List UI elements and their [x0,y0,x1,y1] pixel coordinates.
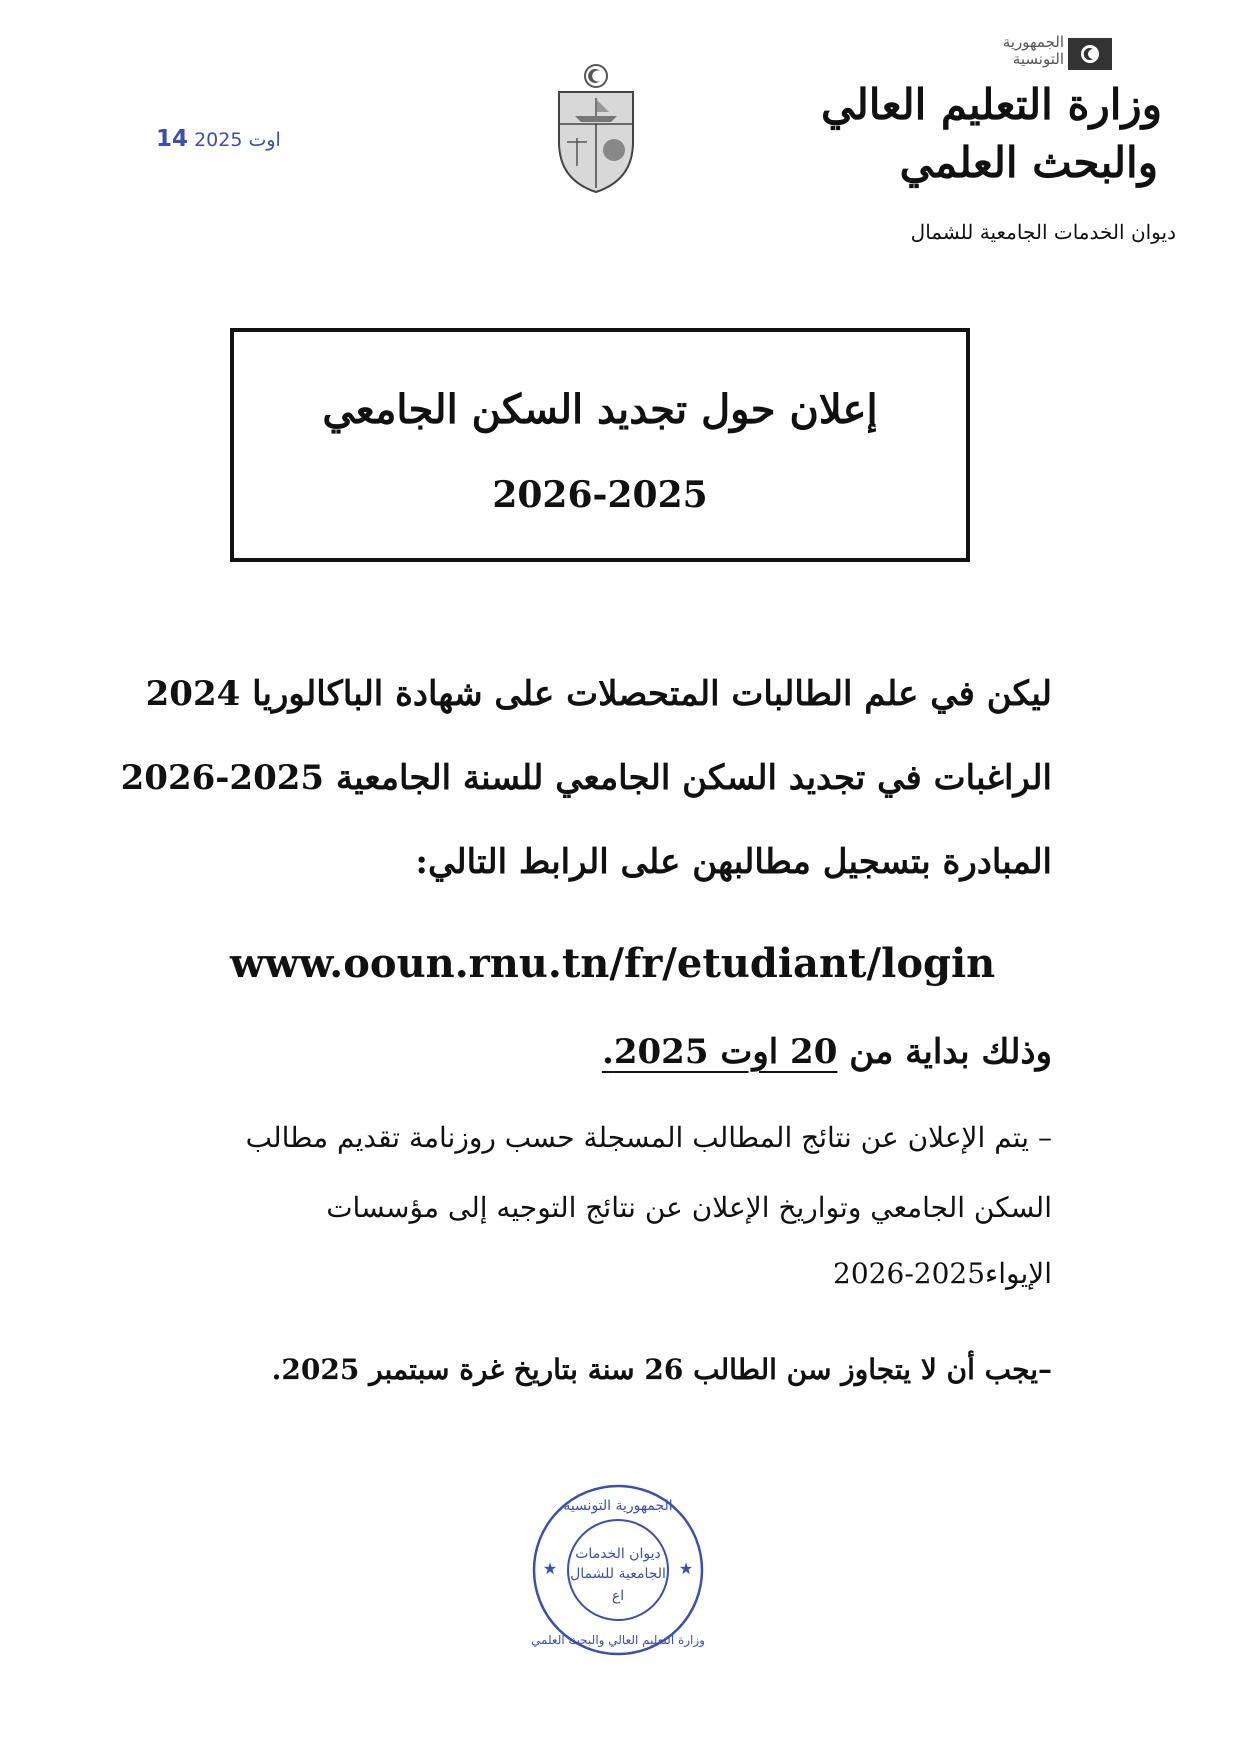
office-name: ديوان الخدمات الجامعية للشمال [910,220,1176,244]
note-2: –يجب أن لا يتجاوز سن الطالب 26 سنة بتاريخ غرة سبتمبر 2025. [271,1353,1052,1386]
republic-label-line2: التونسية [1012,50,1064,68]
start-date: 20 اوت 2025. [602,1032,838,1072]
svg-text:الجمهورية التونسية: الجمهورية التونسية [563,1498,673,1514]
republic-label [960,34,1064,68]
start-prefix: وذلك بداية من [849,1032,1052,1072]
registration-link[interactable]: www.ooun.rnu.tn/fr/etudiant/login [230,940,996,987]
body-line-1: ليكن في علم الطالبات المتحصلات على شهادة الباكالوريا 2024 [145,674,1052,714]
svg-text:★: ★ [542,1559,558,1578]
date-day: 14 [156,126,189,152]
svg-text:وزارة التعليم العالي والبحث ال: وزارة التعليم العالي والبحث العلمي [531,1633,705,1647]
body-line-2: الراغبات في تجديد السكن الجامعي للسنة الجامعية 2025-2026 [120,758,1052,798]
note-1-line-2: السكن الجامعي وتواريخ الإعلان عن نتائج التوجيه إلى مؤسسات [326,1191,1052,1224]
date-month-year: اوت 2025 [194,129,281,151]
note-1-line-3: الإيواء2025-2026 [833,1257,1052,1290]
announcement-title-box [230,328,970,562]
tunisia-flag-icon [1068,38,1112,70]
date-stamp [150,126,281,152]
official-seal [528,1480,708,1660]
body-line-3: المبادرة بتسجيل مطالبهن على الرابط التالي: [415,842,1052,882]
start-date-line [560,1032,1052,1072]
announcement-title: إعلان حول تجديد السكن الجامعي [322,386,878,433]
svg-text:★: ★ [678,1559,694,1578]
republic-label-line1: الجمهورية [1002,33,1064,51]
note-1-line-1: – يتم الإعلان عن نتائج المطالب المسجلة حسب روزنامة تقديم مطالب [245,1121,1052,1154]
ministry-name-line1: وزارة التعليم العالي [820,80,1162,129]
svg-text:اع: اع [611,1588,625,1604]
svg-text:ديوان الخدمات: ديوان الخدمات [575,1546,661,1562]
announcement-year-range: 2026-2025 [492,474,708,516]
svg-text:الجامعية للشمال: الجامعية للشمال [570,1566,666,1582]
coat-of-arms-emblem [553,62,639,194]
ministry-name-line2: والبحث العلمي [899,138,1158,187]
